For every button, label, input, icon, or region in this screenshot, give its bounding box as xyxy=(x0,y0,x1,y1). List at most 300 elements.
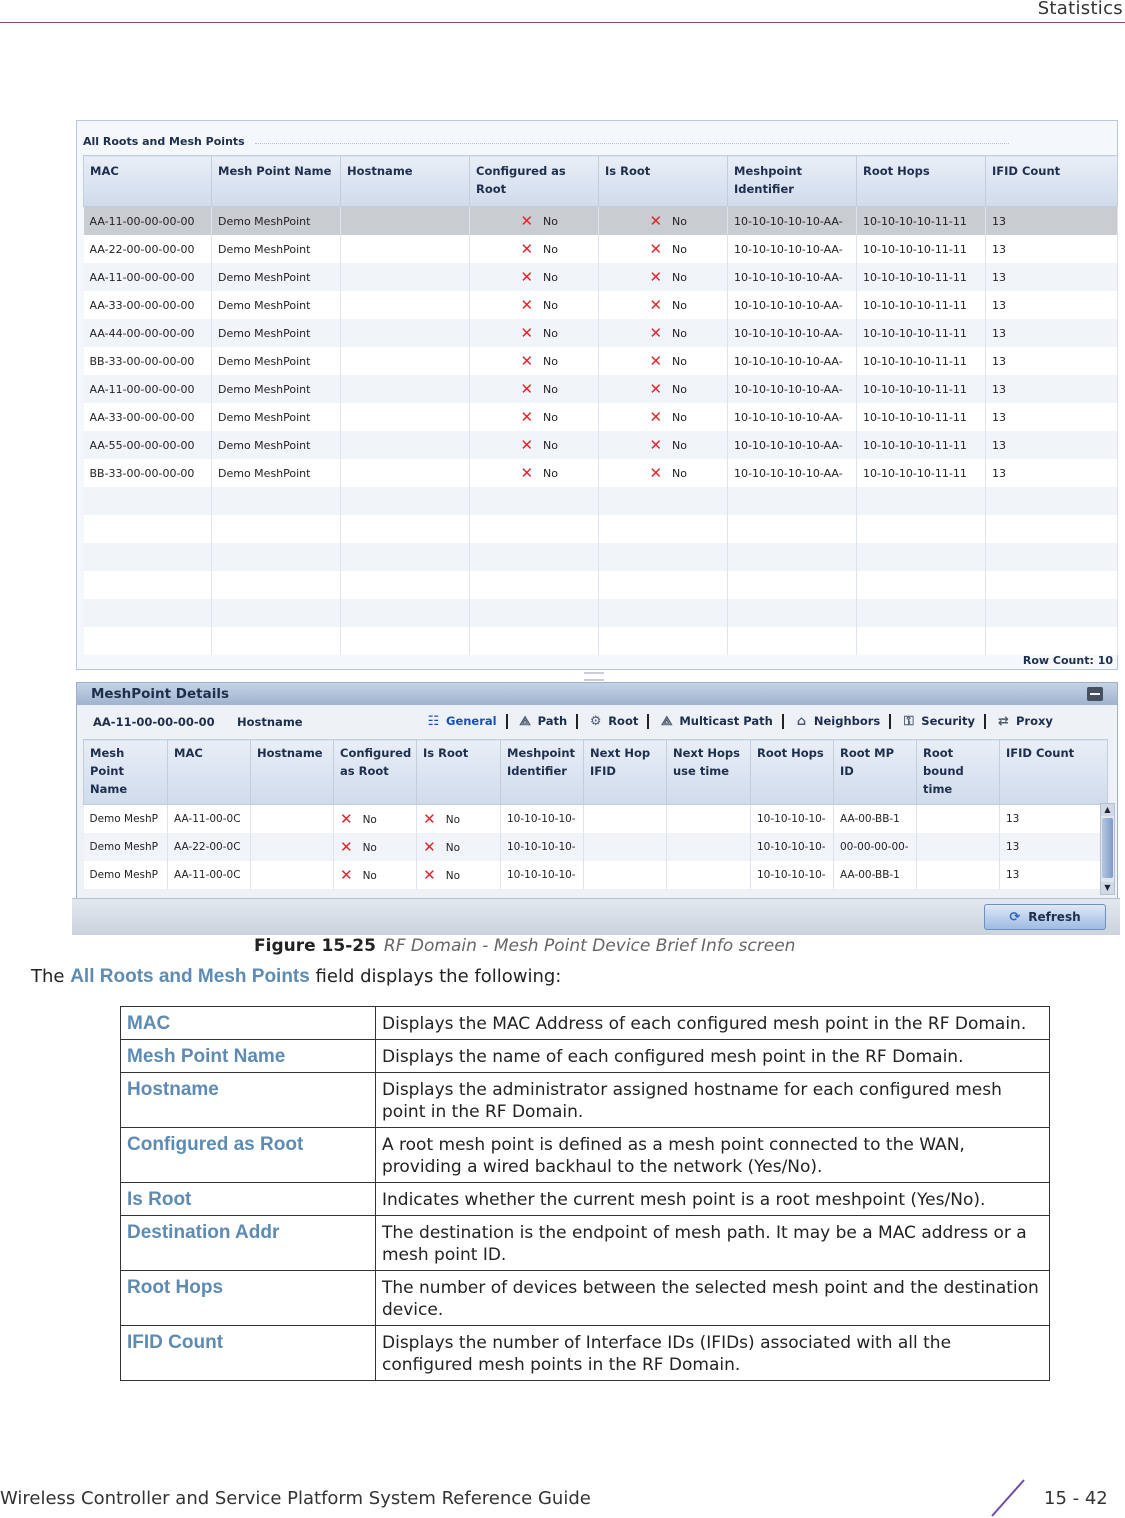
table-cell xyxy=(341,375,470,403)
field-term: Hostname xyxy=(121,1073,376,1128)
tab-security[interactable] xyxy=(894,711,981,731)
field-description: Displays the name of each configured mesh point in the RF Domain. xyxy=(376,1040,1050,1073)
refresh-icon: ⟳ xyxy=(1009,909,1021,925)
cell-text: No xyxy=(672,271,687,284)
table-cell xyxy=(84,487,212,515)
intro-before: The xyxy=(31,966,71,987)
table-cell xyxy=(834,861,917,889)
table-cell xyxy=(470,515,599,543)
cell-text: No xyxy=(362,870,377,882)
cell-text: No xyxy=(362,842,377,854)
breadcrumb-hostname: Hostname xyxy=(237,715,303,729)
all-roots-title: All Roots and Mesh Points xyxy=(83,135,245,148)
table-cell xyxy=(917,805,1000,834)
table-row[interactable] xyxy=(84,459,1118,487)
cell-text: No xyxy=(672,411,687,424)
table-cell xyxy=(728,459,857,487)
table-cell xyxy=(986,543,1118,571)
cell-text: 13 xyxy=(992,214,1006,228)
cell-text: No xyxy=(543,299,558,312)
table-cell xyxy=(667,805,751,834)
table-cell xyxy=(751,861,834,889)
tab-proxy[interactable] xyxy=(989,711,1059,731)
cell-text: 13 xyxy=(1006,841,1020,853)
table-cell xyxy=(599,235,728,263)
table-cell xyxy=(599,263,728,291)
no-x-icon: ✕ xyxy=(649,380,663,398)
cell-text: 10-10-10-10-10-AA- xyxy=(734,466,843,480)
table-cell xyxy=(84,543,212,571)
cell-text: 00-00-00-00- xyxy=(840,841,909,853)
cell-text: AA-11-00-00-00-00 xyxy=(89,382,195,396)
table-cell xyxy=(857,403,986,431)
table-cell xyxy=(986,375,1118,403)
table-cell xyxy=(986,263,1118,291)
table-cell xyxy=(212,599,341,627)
table-cell xyxy=(470,599,599,627)
table-cell xyxy=(986,487,1118,515)
cell-text: 10-10-10-10-11-11 xyxy=(863,438,967,452)
table-row[interactable] xyxy=(84,375,1118,403)
cell-text: 10-10-10-10- xyxy=(507,841,576,853)
cell-text: No xyxy=(672,383,687,396)
details-tabs xyxy=(419,711,1059,731)
column-header[interactable]: Configured as Root xyxy=(470,156,599,207)
table-cell xyxy=(986,403,1118,431)
row-count: Row Count: 10 xyxy=(1022,654,1113,667)
table-cell xyxy=(417,805,501,834)
table-cell xyxy=(599,291,728,319)
table-cell xyxy=(857,291,986,319)
table-cell xyxy=(341,235,470,263)
cell-text: AA-55-00-00-00-00 xyxy=(89,438,195,452)
cell-text: 13 xyxy=(992,382,1006,396)
field-row xyxy=(121,1007,1050,1040)
column-header[interactable]: Mesh Point Name xyxy=(84,740,168,805)
cell-text: Demo MeshPoint xyxy=(218,270,311,284)
table-cell xyxy=(599,571,728,599)
table-cell xyxy=(728,263,857,291)
no-x-icon: ✕ xyxy=(423,838,436,856)
footer-title: Wireless Controller and Service Platform System Reference Guide xyxy=(0,1488,591,1509)
security-icon: ⚿ xyxy=(903,713,914,729)
column-header[interactable]: IFID Count xyxy=(1000,740,1108,805)
table-cell xyxy=(168,861,251,889)
tab-separator xyxy=(889,714,891,729)
cell-text: 10-10-10-10-10-AA- xyxy=(734,298,843,312)
column-header[interactable]: Is Root xyxy=(417,740,501,805)
tab-path[interactable] xyxy=(511,711,574,731)
table-cell xyxy=(986,627,1118,655)
table-cell xyxy=(857,263,986,291)
all-roots-panel xyxy=(76,120,1118,670)
table-cell xyxy=(751,805,834,834)
general-icon: ☷ xyxy=(427,713,440,729)
table-cell xyxy=(341,599,470,627)
column-header[interactable]: MAC xyxy=(168,740,251,805)
cell-text: Demo MeshPoint xyxy=(218,466,311,480)
fields-table xyxy=(120,1006,1050,1381)
column-header[interactable]: Root bound time xyxy=(917,740,1000,805)
column-header[interactable]: Root Hops xyxy=(857,156,986,207)
no-x-icon: ✕ xyxy=(520,296,534,314)
cell-text: 10-10-10-10-11-11 xyxy=(863,298,967,312)
cell-text: No xyxy=(543,439,558,452)
column-header[interactable]: Next Hop IFID xyxy=(584,740,667,805)
tab-neighbors[interactable] xyxy=(787,711,886,731)
intro-after: field displays the following: xyxy=(309,966,562,987)
table-cell xyxy=(341,487,470,515)
panel-splitter-handle[interactable] xyxy=(584,672,604,681)
no-x-icon: ✕ xyxy=(649,324,663,342)
column-header[interactable]: Meshpoint Identifier xyxy=(501,740,584,805)
tab-separator xyxy=(647,714,649,729)
field-row xyxy=(121,1326,1050,1381)
no-x-icon: ✕ xyxy=(423,866,436,884)
table-cell xyxy=(857,543,986,571)
field-row xyxy=(121,1183,1050,1216)
table-cell xyxy=(986,515,1118,543)
table-cell xyxy=(84,263,212,291)
table-cell xyxy=(341,515,470,543)
minimize-icon[interactable] xyxy=(1087,687,1103,701)
table-cell xyxy=(212,515,341,543)
table-cell xyxy=(212,487,341,515)
cell-text: No xyxy=(672,243,687,256)
cell-text: 10-10-10-10- xyxy=(507,869,576,881)
table-cell xyxy=(501,805,584,834)
cell-text: Demo MeshPoint xyxy=(218,298,311,312)
table-cell xyxy=(599,431,728,459)
cell-text: Demo MeshP xyxy=(89,841,159,853)
tab-separator xyxy=(506,714,508,729)
table-cell xyxy=(986,431,1118,459)
table-cell xyxy=(84,599,212,627)
table-cell xyxy=(417,861,501,889)
table-cell xyxy=(470,431,599,459)
empty-row xyxy=(84,543,1118,571)
scroll-down-icon[interactable]: ▼ xyxy=(1101,882,1114,894)
table-cell xyxy=(1000,833,1108,861)
table-cell xyxy=(341,347,470,375)
table-cell xyxy=(84,347,212,375)
table-cell xyxy=(84,375,212,403)
table-cell xyxy=(501,861,584,889)
cell-text: Demo MeshPoint xyxy=(218,214,311,228)
table-cell xyxy=(84,207,212,236)
table-cell xyxy=(728,431,857,459)
table-cell xyxy=(341,571,470,599)
field-row xyxy=(121,1073,1050,1128)
table-cell xyxy=(470,347,599,375)
table-cell xyxy=(417,833,501,861)
cell-text: No xyxy=(543,383,558,396)
table-row[interactable] xyxy=(84,833,1108,861)
tab-label: Multicast Path xyxy=(679,714,773,728)
table-row[interactable] xyxy=(84,291,1118,319)
cell-text: 13 xyxy=(992,466,1006,480)
table-cell xyxy=(584,861,667,889)
cell-text: AA-44-00-00-00-00 xyxy=(89,326,195,340)
figure-caption xyxy=(254,936,795,956)
cell-text: 10-10-10-10-11-11 xyxy=(863,242,967,256)
tab-root[interactable] xyxy=(581,711,644,731)
page-header xyxy=(0,0,1125,23)
table-cell xyxy=(212,459,341,487)
table-cell xyxy=(917,833,1000,861)
no-x-icon: ✕ xyxy=(520,352,534,370)
details-table xyxy=(83,739,1108,889)
table-cell xyxy=(334,861,417,889)
table-cell xyxy=(857,235,986,263)
column-header[interactable]: MAC xyxy=(84,156,212,207)
tab-separator xyxy=(782,714,784,729)
cell-text: 10-10-10-10-10-AA- xyxy=(734,438,843,452)
empty-row xyxy=(84,599,1118,627)
cell-text: No xyxy=(543,215,558,228)
table-cell xyxy=(84,805,168,834)
table-row[interactable] xyxy=(84,861,1108,889)
no-x-icon: ✕ xyxy=(520,240,534,258)
no-x-icon: ✕ xyxy=(649,436,663,454)
field-term: Configured as Root xyxy=(121,1128,376,1183)
path-icon: ⟁ xyxy=(519,713,531,729)
multicast-path-icon: ⟁ xyxy=(661,713,673,729)
tab-multicast-path[interactable] xyxy=(652,711,779,731)
column-header[interactable]: Root MP ID xyxy=(834,740,917,805)
table-cell xyxy=(341,431,470,459)
table-cell xyxy=(470,459,599,487)
table-cell xyxy=(341,459,470,487)
cell-text: AA-33-00-00-00-00 xyxy=(89,410,195,424)
field-term: Is Root xyxy=(121,1183,376,1216)
no-x-icon: ✕ xyxy=(649,408,663,426)
table-row[interactable] xyxy=(84,263,1118,291)
cell-text: AA-11-00-0C xyxy=(174,813,241,825)
table-cell xyxy=(84,291,212,319)
field-description: Indicates whether the current mesh point is a root meshpoint (Yes/No). xyxy=(376,1183,1050,1216)
scroll-up-icon[interactable]: ▲ xyxy=(1101,804,1114,816)
table-cell xyxy=(857,319,986,347)
table-cell xyxy=(470,627,599,655)
table-cell xyxy=(834,833,917,861)
cell-text: No xyxy=(672,299,687,312)
table-row[interactable] xyxy=(84,235,1118,263)
cell-text: AA-33-00-00-00-00 xyxy=(89,298,195,312)
table-cell xyxy=(728,571,857,599)
table-cell xyxy=(728,599,857,627)
field-description: A root mesh point is defined as a mesh point connected to the WAN, providing a wired backhaul to the network (Yes/No). xyxy=(376,1128,1050,1183)
no-x-icon: ✕ xyxy=(649,212,663,230)
table-row[interactable] xyxy=(84,347,1118,375)
figure-text: RF Domain - Mesh Point Device Brief Info screen xyxy=(383,936,796,956)
cell-text: No xyxy=(543,271,558,284)
meshpoint-details-panel xyxy=(76,682,1118,902)
action-bar xyxy=(72,898,1120,935)
table-cell xyxy=(599,599,728,627)
table-cell xyxy=(212,571,341,599)
cell-text: AA-11-00-0C xyxy=(174,869,241,881)
table-row[interactable] xyxy=(84,319,1118,347)
table-cell xyxy=(751,833,834,861)
field-description: The number of devices between the selected mesh point and the destination device. xyxy=(376,1271,1050,1326)
cell-text: Demo MeshP xyxy=(89,813,159,825)
no-x-icon: ✕ xyxy=(520,380,534,398)
table-row[interactable] xyxy=(84,431,1118,459)
table-cell xyxy=(84,459,212,487)
cell-text: 13 xyxy=(992,298,1006,312)
footer-accent-slash xyxy=(990,1478,1026,1518)
table-cell xyxy=(917,861,1000,889)
table-cell xyxy=(857,347,986,375)
cell-text: AA-22-00-00-00-00 xyxy=(89,242,195,256)
scroll-thumb[interactable] xyxy=(1102,818,1113,878)
cell-text: 10-10-10-10- xyxy=(757,869,826,881)
no-x-icon: ✕ xyxy=(649,240,663,258)
figure-number: Figure 15-25 xyxy=(254,936,376,956)
table-cell xyxy=(857,599,986,627)
page-number: 15 - 42 xyxy=(1044,1488,1108,1509)
column-header[interactable]: IFID Count xyxy=(986,156,1118,207)
table-cell xyxy=(212,347,341,375)
no-x-icon: ✕ xyxy=(649,296,663,314)
field-term: Destination Addr xyxy=(121,1216,376,1271)
section-title: Statistics xyxy=(1037,0,1123,19)
table-cell xyxy=(599,403,728,431)
cell-text: 10-10-10-10-10-AA- xyxy=(734,326,843,340)
table-cell xyxy=(986,347,1118,375)
tab-label: General xyxy=(446,714,497,728)
root-icon: ⚙ xyxy=(589,713,602,729)
details-scrollbar[interactable] xyxy=(1100,803,1115,895)
cell-text: 10-10-10-10- xyxy=(507,813,576,825)
cell-text: AA-00-BB-1 xyxy=(840,869,900,881)
table-cell xyxy=(84,627,212,655)
no-x-icon: ✕ xyxy=(649,268,663,286)
table-cell xyxy=(857,207,986,236)
tab-label: Proxy xyxy=(1015,714,1053,728)
field-description: The destination is the endpoint of mesh path. It may be a MAC address or a mesh point ID. xyxy=(376,1216,1050,1271)
refresh-label: Refresh xyxy=(1028,910,1081,924)
column-header[interactable]: Meshpoint Identifier xyxy=(728,156,857,207)
tab-general[interactable] xyxy=(419,711,503,731)
field-row xyxy=(121,1271,1050,1326)
intro-highlight: All Roots and Mesh Points xyxy=(70,966,310,987)
tab-label: Path xyxy=(537,714,568,728)
tab-label: Security xyxy=(921,714,975,728)
cell-text: No xyxy=(672,215,687,228)
table-cell xyxy=(341,543,470,571)
table-cell xyxy=(986,207,1118,236)
column-header[interactable]: Root Hops xyxy=(751,740,834,805)
no-x-icon: ✕ xyxy=(520,464,534,482)
cell-text: Demo MeshPoint xyxy=(218,326,311,340)
table-cell xyxy=(341,403,470,431)
table-cell xyxy=(470,487,599,515)
field-description: Displays the administrator assigned hostname for each configured mesh point in the RF Domain. xyxy=(376,1073,1050,1128)
table-cell xyxy=(251,861,334,889)
cell-text: AA-11-00-00-00-00 xyxy=(89,214,195,228)
refresh-button[interactable] xyxy=(984,904,1106,930)
table-cell xyxy=(728,403,857,431)
empty-row xyxy=(84,571,1118,599)
cell-text: 10-10-10-10-10-AA- xyxy=(734,410,843,424)
table-cell xyxy=(857,515,986,543)
neighbors-icon: ⌂ xyxy=(796,713,806,729)
table-cell xyxy=(84,571,212,599)
table-cell xyxy=(986,235,1118,263)
cell-text: 10-10-10-10-11-11 xyxy=(863,382,967,396)
table-cell xyxy=(599,543,728,571)
cell-text: No xyxy=(543,467,558,480)
table-cell xyxy=(728,375,857,403)
table-cell xyxy=(857,431,986,459)
field-row xyxy=(121,1216,1050,1271)
column-header[interactable]: Is Root xyxy=(599,156,728,207)
table-cell xyxy=(470,263,599,291)
table-cell xyxy=(728,319,857,347)
cell-text: 10-10-10-10-11-11 xyxy=(863,354,967,368)
tab-separator xyxy=(576,714,578,729)
table-row[interactable] xyxy=(84,805,1108,834)
column-header[interactable]: Next Hops use time xyxy=(667,740,751,805)
breadcrumb-mac: AA-11-00-00-00-00 xyxy=(93,715,215,729)
column-header[interactable]: Mesh Point Name xyxy=(212,156,341,207)
table-cell xyxy=(728,543,857,571)
table-row[interactable] xyxy=(84,403,1118,431)
no-x-icon: ✕ xyxy=(520,436,534,454)
table-cell xyxy=(212,543,341,571)
tab-label: Root xyxy=(608,714,639,728)
cell-text: Demo MeshPoint xyxy=(218,382,311,396)
cell-text: 13 xyxy=(1006,813,1020,825)
table-cell xyxy=(341,319,470,347)
column-header[interactable]: Configured as Root xyxy=(334,740,417,805)
screenshot xyxy=(72,116,1120,936)
table-cell xyxy=(501,833,584,861)
table-row[interactable] xyxy=(84,207,1118,236)
details-title: MeshPoint Details xyxy=(91,686,230,702)
cell-text: 10-10-10-10-11-11 xyxy=(863,466,967,480)
table-cell xyxy=(857,487,986,515)
table-cell xyxy=(470,319,599,347)
no-x-icon: ✕ xyxy=(340,810,353,828)
table-cell xyxy=(986,319,1118,347)
table-cell xyxy=(334,833,417,861)
table-cell xyxy=(84,861,168,889)
column-header[interactable]: Hostname xyxy=(341,156,470,207)
cell-text: No xyxy=(445,842,460,854)
table-cell xyxy=(212,375,341,403)
field-term: Mesh Point Name xyxy=(121,1040,376,1073)
table-cell xyxy=(212,207,341,236)
table-cell xyxy=(212,263,341,291)
table-cell xyxy=(470,207,599,236)
table-cell xyxy=(1000,861,1108,889)
cell-text: 13 xyxy=(992,410,1006,424)
cell-text: No xyxy=(445,814,460,826)
table-cell xyxy=(1000,805,1108,834)
table-cell xyxy=(470,403,599,431)
cell-text: No xyxy=(672,439,687,452)
table-cell xyxy=(599,515,728,543)
table-cell xyxy=(667,861,751,889)
table-cell xyxy=(212,291,341,319)
empty-row xyxy=(84,627,1118,655)
empty-row xyxy=(84,487,1118,515)
table-cell xyxy=(212,431,341,459)
column-header[interactable]: Hostname xyxy=(251,740,334,805)
